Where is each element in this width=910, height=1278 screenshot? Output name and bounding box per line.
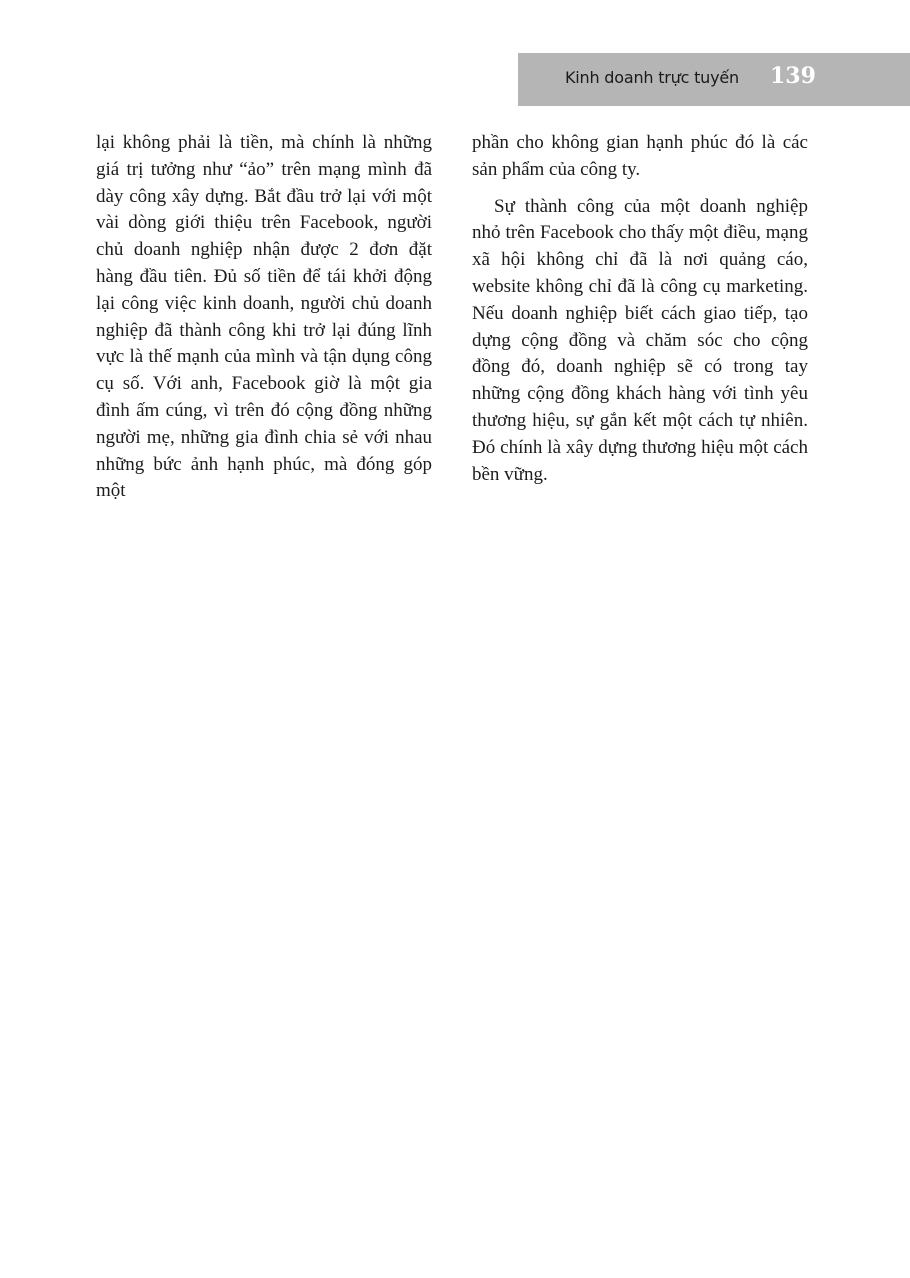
running-header (518, 53, 910, 106)
paragraph-continued-end: phần cho không gian hạnh phúc đó là các sản phẩm của công ty. (472, 132, 808, 180)
chapter-title: Kinh doanh trực tuyến (565, 68, 739, 87)
left-column (96, 130, 432, 505)
paragraph: Sự thành công của một doanh nghiệp nhỏ trên Facebook cho thấy một điều, mạng xã hội không chỉ đã là nơi quảng cáo, website không chỉ đã là công cụ marketing. Nếu doanh nghiệp biết cách giao tiếp, tạo dựng cộng đồng và chăm sóc cho cộng đồng đó, doanh nghiệp sẽ có trong tay những cộng đồng khách hàng với tình yêu thương hiệu, sự gắn kết một cách tự nhiên. Đó chính là xây dựng thương hiệu một cách bền vững. (472, 195, 808, 485)
page-number: 139 (770, 63, 816, 89)
paragraph-continued: lại không phải là tiền, mà chính là những giá trị tưởng như “ảo” trên mạng mình đã dày công xây dựng. Bắt đầu trở lại với một vài dòng giới thiệu trên Facebook, người chủ doanh nghiệp nhận được 2 đơn đặt hàng đầu tiên. Đủ số tiền để tái khởi động lại công việc kinh doanh, người chủ doanh nghiệp đã thành công khi trở lại đúng lĩnh vực là thế mạnh của mình và tận dụng công cụ số. Với anh, Facebook giờ là một gia đình ấm cúng, vì trên đó cộng đồng những người mẹ, những gia đình chia sẻ với nhau những bức ảnh hạnh phúc, mà đóng góp một (96, 132, 432, 502)
right-column (472, 130, 808, 488)
